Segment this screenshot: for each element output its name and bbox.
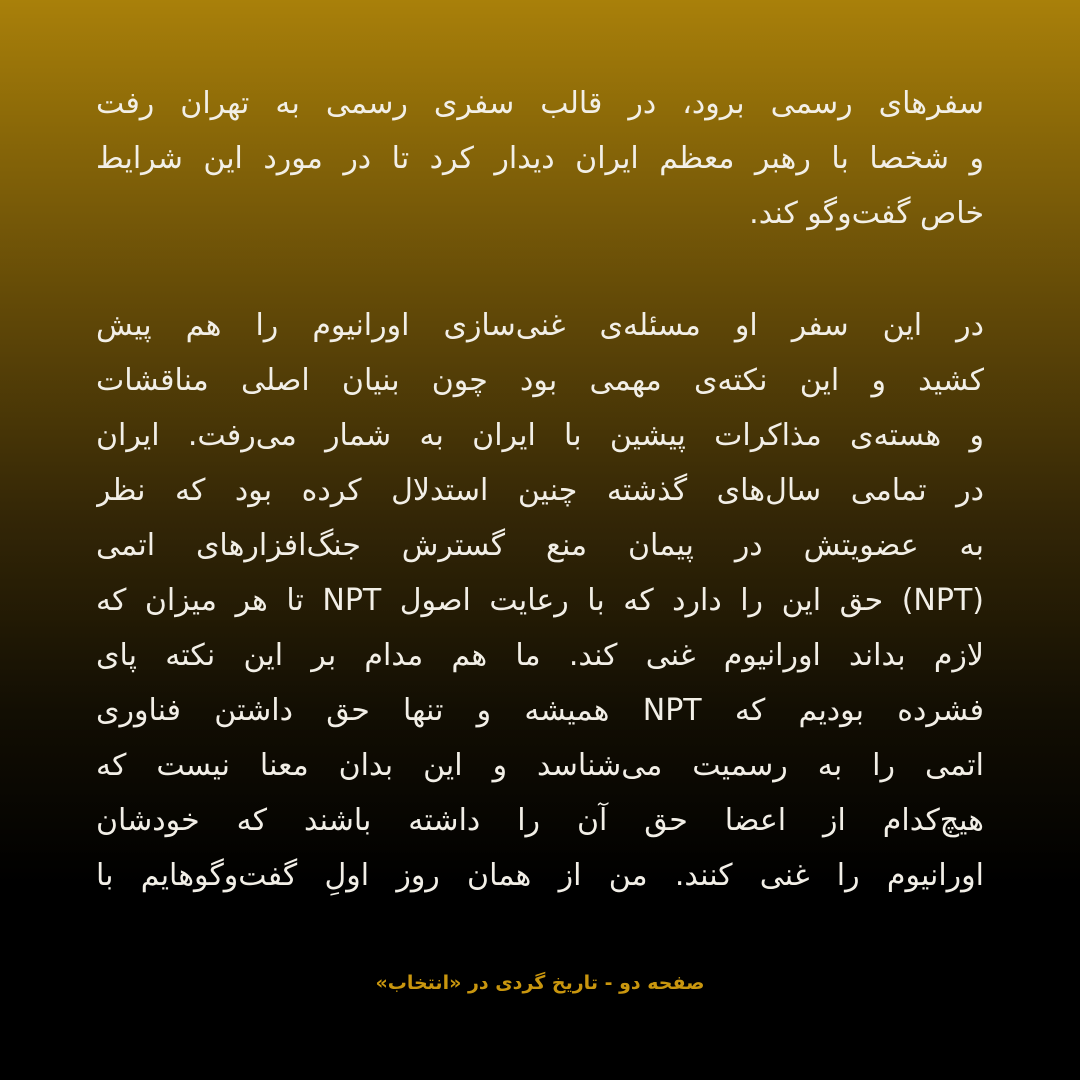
text-line: خاص گفت‌وگو کند. (749, 196, 984, 231)
text-line: به عضویتش در پیمان منع گسترش جنگ‌افزارهای اتمی (96, 528, 984, 563)
text-line: در تمامی سال‌های گذشته چنین استدلال کرده بود که نظر (96, 473, 984, 508)
page-caption: صفحه دو - تاریخ گردی در «انتخاب» (375, 972, 705, 994)
paragraph-1 (96, 76, 984, 241)
text-line: و هسته‌ی مذاکرات پیشین با ایران به شمار می‌رفت. ایران (96, 418, 984, 453)
text-line: در این سفر او مسئله‌ی غنی‌سازی اورانیوم را هم پیش (96, 308, 984, 343)
text-line: اتمی را به رسمیت می‌شناسد و این بدان معنا نیست که (96, 748, 984, 783)
text-line: هیچ‌کدام از اعضا حق آن را داشته باشند که خودشان (96, 803, 984, 838)
text-line: لازم بداند اورانیوم غنی کند. ما هم مدام بر این نکته پای (96, 638, 984, 673)
text-line: (NPT) حق این را دارد که با رعایت اصول NPT تا هر میزان که (96, 583, 984, 618)
text-line: و شخصا با رهبر معظم ایران دیدار کرد تا در مورد این شرایط (96, 141, 984, 176)
text-line: اورانیوم را غنی کنند. من از همان روز اولِ گفت‌وگوهایم با (96, 858, 984, 893)
text-line: کشید و این نکته‌ی مهمی بود چون بنیان اصلی مناقشات (96, 363, 984, 398)
paragraph-2 (96, 298, 984, 903)
text-line: فشرده بودیم که NPT همیشه و تنها حق داشتن فناوری (96, 693, 984, 728)
text-line: سفرهای رسمی برود، در قالب سفری رسمی به تهران رفت (96, 86, 984, 121)
